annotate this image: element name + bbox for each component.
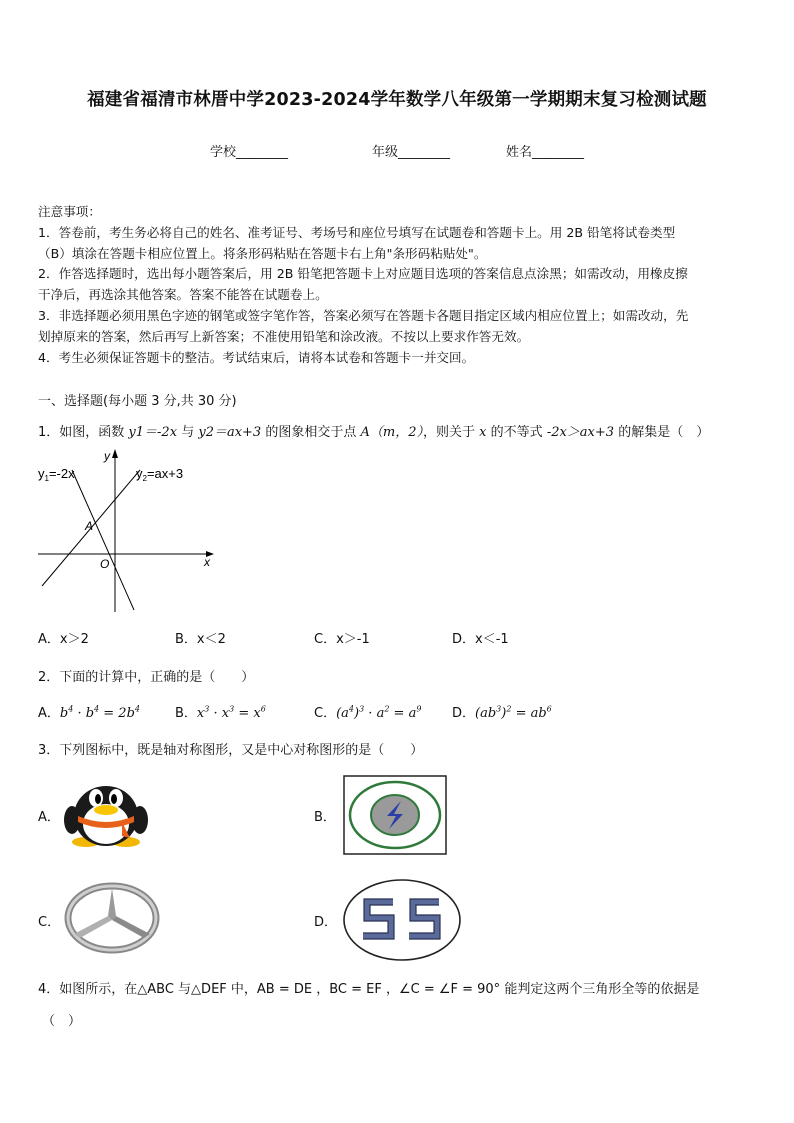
- lightning-emblem-icon: [343, 775, 447, 855]
- question-4-stem: 4．如图所示，在△ABC 与△DEF 中，AB = DE ，BC = EF ，∠C = ∠F = 90° 能判定这两个三角形全等的依据是: [38, 982, 700, 997]
- three-pointed-star-logo-icon: [64, 882, 160, 954]
- question-4-paren: （ ）: [42, 1014, 82, 1029]
- q3-option-a-label: A．: [38, 810, 60, 825]
- note-line: 1．答卷前，考生务必将自己的姓名、准考证号、考场号和座位号填写在试题卷和答题卡上。用 2B 铅笔将试卷类型: [38, 224, 676, 240]
- note-line: 干净后，再选涂其他答案。答案不能答在试题卷上。: [38, 287, 328, 303]
- ss-pattern-icon: [341, 878, 463, 962]
- q1-function-2: y2＝ax+3: [198, 425, 262, 440]
- q1-text: ，则关于: [423, 425, 476, 440]
- section-heading: 一、选择题(每小题 3 分,共 30 分): [38, 394, 237, 409]
- origin-label: O: [100, 557, 110, 571]
- note-line: （B）填涂在答题卡相应位置上。将条形码粘贴在答题卡右上角"条形码粘贴处"。: [38, 245, 487, 261]
- note-line: 划掉原来的答案，然后再写上新答案；不准使用铅笔和涂改液。不按以上要求作答无效。: [38, 328, 530, 344]
- line-y1-label: $y_1=-2x$: [38, 466, 75, 483]
- question-2-stem: 2．下面的计算中，正确的是（ ）: [38, 670, 255, 685]
- q2-option-a: A．$b^4 \cdot b^4 = 2b^4$: [38, 704, 140, 721]
- y-axis-label: y: [104, 449, 110, 463]
- q1-number: 1．如图，函数: [38, 425, 125, 440]
- q1-text: 的图象相交于点: [265, 425, 357, 440]
- q1-text: 的不等式: [490, 425, 543, 440]
- q1-inequality: -2x＞ax+3: [546, 425, 615, 440]
- name-field: 姓名________: [506, 145, 585, 160]
- q3-option-d-label: D．: [314, 915, 338, 930]
- point-a-label: A: [85, 519, 94, 533]
- q2-option-c: C．$(a^4)^3 \cdot a^2 = a^9$: [314, 704, 422, 721]
- q1-text: 的解集是（ ）: [618, 425, 710, 440]
- x-axis-label: x: [204, 555, 210, 569]
- q2-option-d: D．$(ab^3)^2 = ab^6$: [452, 704, 552, 721]
- q3-option-b-label: B．: [314, 810, 336, 825]
- note-line: 4．考生必须保证答题卡的整洁。考试结束后，请将本试卷和答题卡一并交回。: [38, 349, 475, 365]
- note-line: 3．非选择题必须用黑色字迹的钢笔或签字笔作答，答案必须写在答题卡各题目指定区域内相应位置上；如需改动，先: [38, 307, 689, 323]
- q2-option-b: B．$x^3 \cdot x^3 = x^6$: [175, 704, 266, 721]
- grade-field: 年级________: [372, 145, 451, 160]
- notes-section: [38, 202, 688, 368]
- q1-text: 与: [181, 425, 195, 440]
- note-line: 2．作答选择题时，选出每小题答案后，用 2B 铅笔把答题卡上对应题目选项的答案信息点涂黑；如需改动，用橡皮擦: [38, 266, 688, 282]
- q1-option-c: C．x＞-1: [314, 632, 370, 647]
- q1-option-b: B．x＜2: [175, 632, 226, 647]
- question-1-stem: [38, 421, 709, 440]
- notes-heading: 注意事项：: [38, 204, 101, 219]
- question-3-stem: 3．下列图标中，既是轴对称图形，又是中心对称图形的是（ ）: [38, 743, 424, 758]
- q1-point: A（m，2）: [360, 425, 424, 440]
- line-y2-label: $y_2=ax+3$: [136, 466, 184, 483]
- q1-option-d: D．x＜-1: [452, 632, 509, 647]
- penguin-icon: [64, 776, 148, 850]
- q1-graph: [34, 444, 224, 616]
- q3-option-c-label: C．: [38, 915, 61, 930]
- q1-option-a: A．x＞2: [38, 632, 89, 647]
- q1-function-1: y1＝-2x: [128, 425, 178, 440]
- q1-variable: x: [479, 425, 487, 440]
- page-title: 福建省福清市林厝中学2023-2024学年数学八年级第一学期期末复习检测试题: [87, 90, 707, 110]
- school-field: 学校________: [210, 145, 289, 160]
